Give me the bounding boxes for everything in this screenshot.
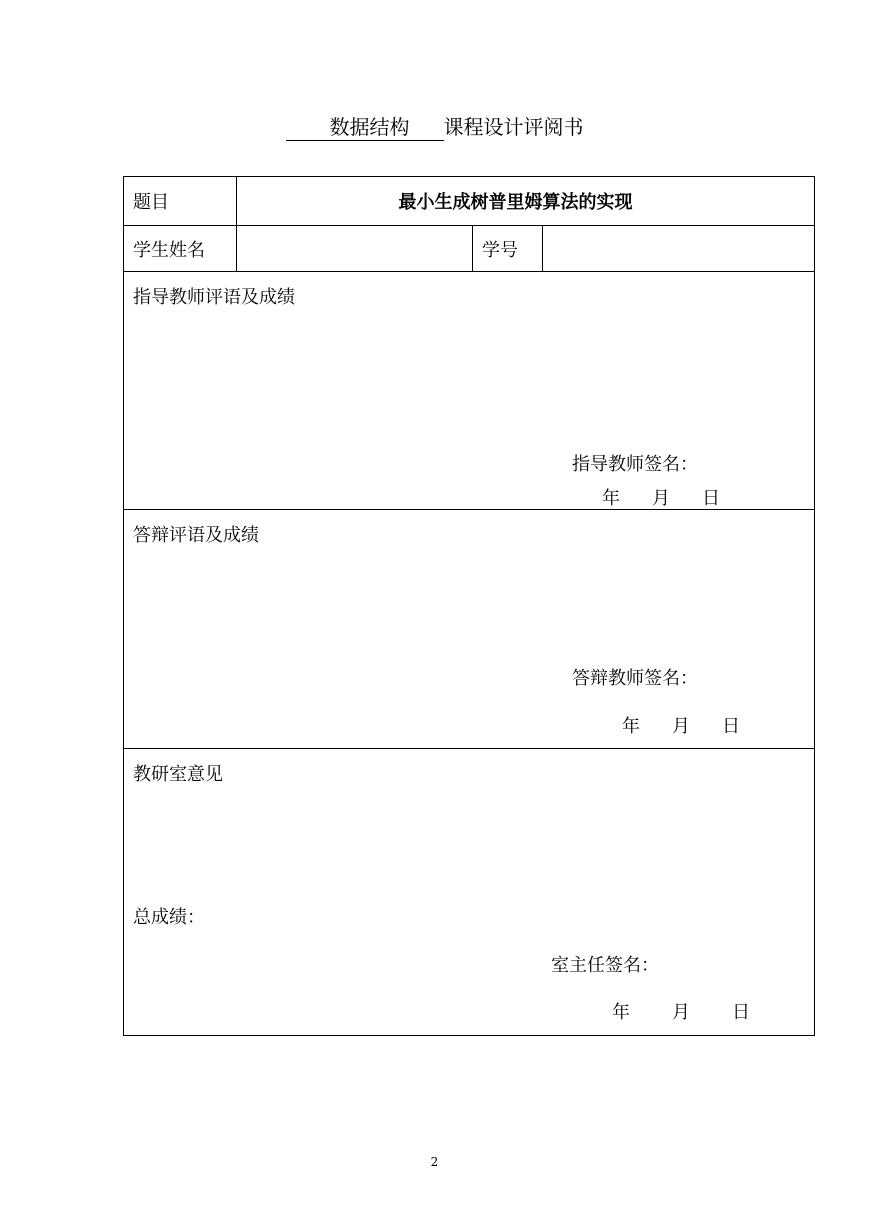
course-name: 数据结构 — [286, 114, 444, 141]
student-name-label: 学生姓名 — [124, 226, 237, 272]
defense-date — [622, 712, 740, 738]
office-section-heading: 教研室意见 — [133, 764, 223, 785]
defense-section-heading: 答辩评语及成绩 — [133, 525, 259, 546]
review-form-table — [123, 176, 815, 1036]
month-label: 月 — [652, 488, 670, 509]
year-label: 年 — [622, 716, 640, 737]
total-score-label: 总成绩： — [133, 907, 205, 928]
day-label: 日 — [702, 488, 720, 509]
advisor-date — [602, 484, 720, 510]
topic-value: 最小生成树普里姆算法的实现 — [237, 177, 815, 226]
title-suffix: 课程设计评阅书 — [443, 115, 584, 139]
office-section — [124, 749, 815, 1036]
document-title — [0, 112, 869, 142]
month-label: 月 — [672, 1002, 690, 1023]
day-label: 日 — [732, 1002, 750, 1023]
advisor-comment-area[interactable] — [124, 272, 815, 510]
office-signature-label: 室主任签名： — [551, 955, 659, 976]
office-comment-area[interactable] — [124, 749, 815, 1036]
student-id-label: 学号 — [473, 226, 543, 272]
student-info-row — [124, 226, 815, 272]
page-number: 2 — [430, 1155, 439, 1169]
defense-section — [124, 510, 815, 749]
day-label: 日 — [722, 716, 740, 737]
year-label: 年 — [602, 488, 620, 509]
defense-signature-label: 答辩教师签名： — [572, 668, 698, 689]
advisor-section — [124, 272, 815, 510]
advisor-section-heading: 指导教师评语及成绩 — [133, 287, 295, 308]
month-label: 月 — [672, 716, 690, 737]
year-label: 年 — [612, 1002, 630, 1023]
office-date — [612, 998, 750, 1024]
topic-row — [124, 177, 815, 226]
advisor-signature-label: 指导教师签名： — [572, 454, 698, 475]
topic-label: 题目 — [124, 177, 237, 226]
defense-comment-area[interactable] — [124, 510, 815, 749]
student-name-field[interactable] — [237, 226, 473, 272]
student-id-field[interactable] — [543, 226, 815, 272]
